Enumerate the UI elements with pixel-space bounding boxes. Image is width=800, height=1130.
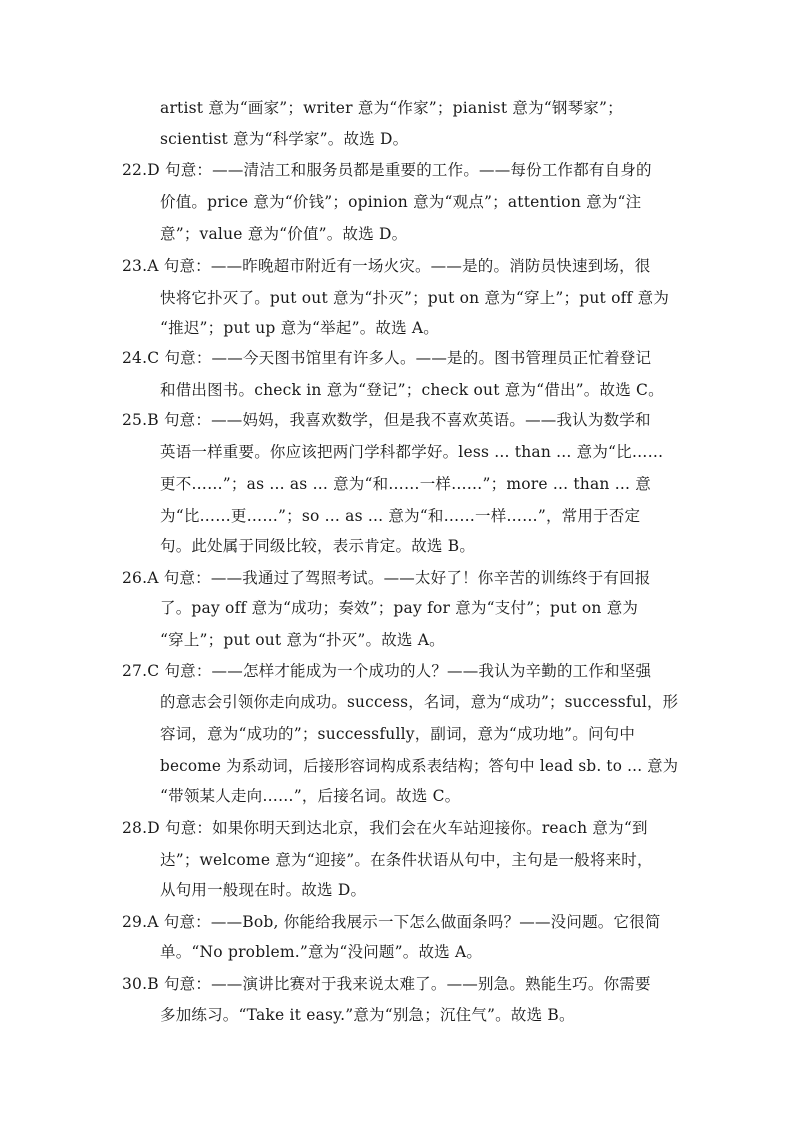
text-line: 达”；welcome 意为“迎接”。在条件状语从句中，主句是一般将来时， [160, 851, 653, 869]
answer-first-line [122, 818, 648, 838]
text-line: 单。“No problem.”意为“没问题”。故选 A。 [160, 943, 483, 961]
text-line: “带领某人走向……”，后接名词。故选 C。 [160, 787, 461, 805]
answer-text: D 句意：如果你明天到达北京，我们会在火车站迎接你。reach 意为“到 [147, 819, 648, 837]
answer-first-line [122, 256, 651, 276]
answer-number: 26. [122, 569, 148, 587]
text-line: “穿上”；put out 意为“扑灭”。故选 A。 [160, 631, 445, 649]
answer-text: D 句意：——清洁工和服务员都是重要的工作。——每份工作都有自身的 [147, 161, 652, 179]
text-line: 英语一样重要。你应该把两门学科都学好。less ... than ... 意为“比…… [160, 443, 664, 461]
text-line: “推迟”；put up 意为“举起”。故选 A。 [160, 319, 440, 337]
text-line: 快将它扑灭了。put out 意为“扑灭”；put on 意为“穿上”；put off 意为 [160, 289, 670, 307]
answer-text: A 句意：——Bob, 你能给我展示一下怎么做面条吗？——没问题。它很简 [147, 913, 661, 931]
answer-text: A 句意：——昨晚超市附近有一场火灾。——是的。消防员快速到场，很 [147, 257, 651, 275]
answer-number: 24. [122, 349, 148, 367]
text-line: 容词，意为“成功的”；successfully，副词，意为“成功地”。问句中 [160, 725, 636, 743]
text-line: become 为系动词，后接形容词构成系表结构；答句中 lead sb. to ... 意为 [160, 757, 679, 775]
answer-text: A 句意：——我通过了驾照考试。——太好了！你辛苦的训练终于有回报 [147, 569, 651, 587]
text-line: 了。pay off 意为“成功；奏效”；pay for 意为“支付”；put on 意为 [160, 599, 639, 617]
text-line: 价值。price 意为“价钱”；opinion 意为“观点”；attention 意为“注 [160, 193, 642, 211]
text-line: 更不……”；as ... as ... 意为“和……一样……”；more ... than ... 意 [160, 475, 651, 493]
answer-number: 22. [122, 161, 148, 179]
answer-first-line [122, 568, 651, 588]
text-line: 句。此处属于同级比较，表示肯定。故选 B。 [160, 537, 476, 555]
answer-first-line [122, 661, 651, 681]
answer-number: 28. [122, 819, 148, 837]
text-line: artist 意为“画家”；writer 意为“作家”；pianist 意为“钢琴家”； [160, 99, 623, 117]
answer-text: B 句意：——妈妈，我喜欢数学，但是我不喜欢英语。——我认为数学和 [147, 411, 651, 429]
text-line: scientist 意为“科学家”。故选 D。 [160, 130, 409, 148]
answer-text: B 句意：——演讲比赛对于我来说太难了。——别急。熟能生巧。你需要 [147, 975, 651, 993]
answer-first-line [122, 160, 652, 180]
answer-number: 23. [122, 257, 148, 275]
answer-first-line [122, 348, 651, 368]
answer-text: C 句意：——怎样才能成为一个成功的人？——我认为辛勤的工作和坚强 [147, 662, 652, 680]
answer-first-line [122, 410, 651, 430]
answer-first-line [122, 912, 661, 932]
text-line: 为“比……更……”；so ... as ... 意为“和……一样……”，常用于否定 [160, 507, 641, 525]
text-line: 的意志会引领你走向成功。success，名词，意为“成功”；successful，形 [160, 693, 679, 711]
text-line: 多加练习。“Take it easy.”意为“别急；沉住气”。故选 B。 [160, 1006, 575, 1024]
answer-number: 25. [122, 411, 148, 429]
text-line: 意”；value 意为“价值”。故选 D。 [160, 225, 408, 243]
answer-number: 30. [122, 975, 148, 993]
text-line: 从句用一般现在时。故选 D。 [160, 881, 367, 899]
answer-first-line [122, 974, 651, 994]
answer-number: 29. [122, 913, 148, 931]
answer-number: 27. [122, 662, 148, 680]
answer-text: C 句意：——今天图书馆里有许多人。——是的。图书管理员正忙着登记 [147, 349, 652, 367]
text-line: 和借出图书。check in 意为“登记”；check out 意为“借出”。故选 C。 [160, 381, 664, 399]
